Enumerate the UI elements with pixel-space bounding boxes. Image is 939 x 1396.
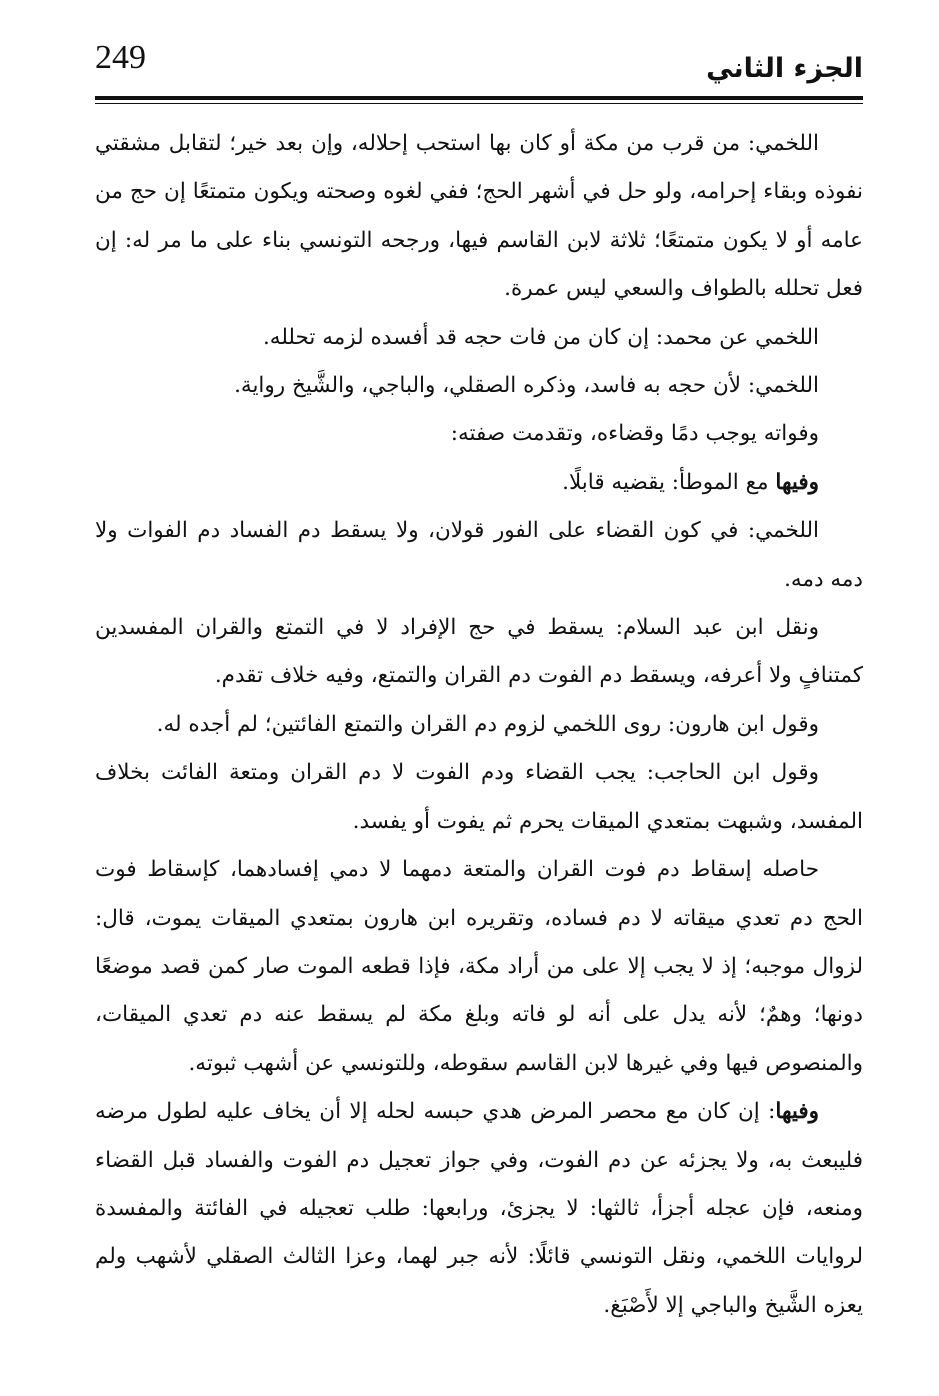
paragraph-text: وقول ابن هارون: روى اللخمي لزوم دم القران والتمتع الفائتين؛ لم أجده له. [156,711,819,737]
paragraph [95,846,863,1088]
page-number: 249 [95,39,146,76]
header-rule-thin [95,103,863,104]
paragraph-text: ونقل ابن عبد السلام: يسقط في حج الإفراد لا في التمتع والقران المفسدين كمتنافٍ ولا أعرفه، ويسقط دم الفوت دم القران والتمتع، وفيه خلاف تقدم. [95,615,863,689]
paragraph-text: اللخمي: من قرب من مكة أو كان بها استحب إحلاله، وإن بعد خير؛ لتقابل مشقتي نفوذه وبقاء إحرامه، ولو حل في أشهر الحج؛ ففي لغوه وصحته ويكون متمتعًا إن حج من عامه أو لا يكون متمتعًا؛ ثلاثة لابن القاسم فيها، ورجحه التونسي بناء على ما مر له: إن فعل تحلله بالطواف والسعي ليس عمرة. [95,131,863,302]
body-text [95,120,863,1330]
paragraph [95,1088,863,1330]
paragraph-text: اللخمي: في كون القضاء على الفور قولان، ولا يسقط دم الفساد دم الفوات ولا دمه دمه. [95,518,863,592]
paragraph-lead: وفيها [775,1099,819,1125]
paragraph-text: وقول ابن الحاجب: يجب القضاء ودم الفوت لا دم القران ومتعة الفائت بخلاف المفسد، وشبهت بمتعدي الميقات يحرم ثم يفوت أو يفسد. [95,760,863,834]
paragraph-text: مع الموطأ: يقضيه قابلًا. [562,469,776,495]
paragraph [95,314,863,362]
paragraph [95,749,863,846]
paragraph-text: اللخمي: لأن حجه به فاسد، وذكره الصقلي، والباجي، والشَّيخ رواية. [234,373,819,399]
paragraph-text: : إن كان مع محصر المرض هدي حبسه لحله إلا أن يخاف عليه لطول مرضه فليبعث به، ولا يجزئه عن دم الفوت، وفي جواز تعجيل دم الفوت والفساد قبل القضاء ومنعه، فإن عجله أجزأ، ثالثها: لا يجزئ، ورابعها: طلب تعجيله في الفائتة والمفسدة لروايات اللخمي، ونقل التونسي قائلًا: لأنه جبر لهما، وعزا الثالث الصقلي لأشهب ولم يعزه الشَّيخ والباجي إلا لأَصْبَغ. [95,1099,863,1318]
paragraph-text: حاصله إسقاط دم فوت القران والمتعة دمهما لا دمي إفسادهما، كإسقاط فوت الحج دم تعدي ميقاته لا دم فساده، وتقريره ابن هارون بمتعدي الميقات يموت، قال: لزوال موجبه؛ إذ لا يجب إلا على من أراد مكة، فإذا قطعه الموت صار كمن قصد موضعًا دونها؛ وهمٌ؛ لأنه يدل على أنه لو فاته وبلغ مكة لم يسقط عنه دم تعدي الميقات، والمنصوص فيها وفي غيرها لابن القاسم سقوطه، وللتونسي عن أشهب ثبوته. [95,857,863,1076]
paragraph [95,604,863,701]
paragraph [95,362,863,410]
paragraph-text: وفواته يوجب دمًا وقضاءه، وتقدمت صفته: [450,421,819,447]
paragraph-lead: وفيها [775,469,819,495]
paragraph [95,507,863,604]
page-header [95,38,863,100]
paragraph [95,701,863,749]
header-rule-thick [95,96,863,100]
running-title: الجزء الثاني [706,53,863,84]
paragraph [95,120,863,314]
paragraph-text: اللخمي عن محمد: إن كان من فات حجه قد أفسده لزمه تحلله. [262,324,819,350]
paragraph [95,410,863,458]
paragraph [95,459,863,507]
